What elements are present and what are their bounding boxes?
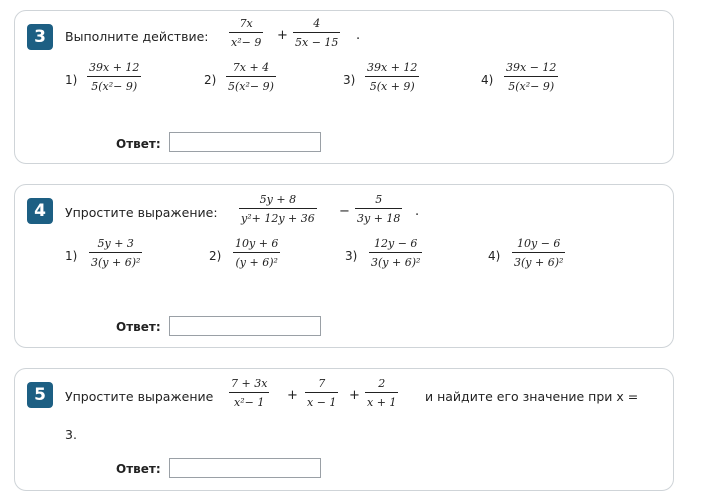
fraction-bar bbox=[87, 76, 141, 77]
option-label-2: 2) bbox=[209, 249, 222, 263]
option-4 bbox=[512, 237, 565, 269]
option-label-2: 2) bbox=[204, 73, 217, 87]
option-4 bbox=[504, 61, 558, 93]
fraction-bar bbox=[233, 252, 280, 253]
task-number-badge: 5 bbox=[27, 382, 53, 408]
option-label-1: 1) bbox=[65, 249, 78, 263]
option-2 bbox=[226, 61, 276, 93]
expression-fraction-1 bbox=[229, 17, 263, 49]
option-denominator: (y + 6)² bbox=[235, 256, 278, 269]
option-label-3: 3) bbox=[343, 73, 356, 87]
operator: − bbox=[339, 204, 350, 219]
fraction-numerator: 5y + 8 bbox=[259, 193, 297, 206]
option-label-3: 3) bbox=[345, 249, 358, 263]
fraction-bar bbox=[504, 76, 558, 77]
task-number-badge: 3 bbox=[27, 24, 53, 50]
expression-fraction-1 bbox=[229, 377, 269, 409]
fraction-bar bbox=[229, 32, 263, 33]
fraction-denominator: y²+ 12y + 36 bbox=[241, 212, 315, 225]
option-numerator: 39x − 12 bbox=[506, 61, 557, 74]
task-number-badge: 4 bbox=[27, 198, 53, 224]
operator-2: + bbox=[349, 388, 360, 403]
answer-input[interactable] bbox=[169, 316, 321, 336]
fraction-denominator: x − 1 bbox=[307, 396, 337, 409]
option-numerator: 5y + 3 bbox=[97, 237, 134, 250]
fraction-bar bbox=[512, 252, 565, 253]
task-value: 3. bbox=[65, 427, 77, 442]
fraction-numerator: 7 bbox=[318, 377, 326, 390]
expression-fraction-2 bbox=[293, 17, 340, 49]
option-numerator: 10y + 6 bbox=[235, 237, 279, 250]
option-numerator: 12y − 6 bbox=[374, 237, 418, 250]
option-denominator: 3(y + 6)² bbox=[91, 256, 141, 269]
answer-input[interactable] bbox=[169, 132, 321, 152]
fraction-numerator: 4 bbox=[313, 17, 321, 30]
operator: + bbox=[277, 28, 288, 43]
option-denominator: 5(x²− 9) bbox=[228, 80, 274, 93]
fraction-bar bbox=[226, 76, 276, 77]
fraction-bar bbox=[355, 208, 402, 209]
answer-input[interactable] bbox=[169, 458, 321, 478]
option-numerator: 10y − 6 bbox=[517, 237, 561, 250]
answer-label: Ответ: bbox=[116, 137, 161, 151]
fraction-bar bbox=[305, 392, 338, 393]
option-3 bbox=[369, 237, 422, 269]
fraction-denominator: x²− 1 bbox=[234, 396, 265, 409]
option-denominator: 5(x²− 9) bbox=[91, 80, 138, 93]
option-1 bbox=[87, 61, 141, 93]
task-prompt: Упростите выражение bbox=[65, 389, 214, 404]
option-label-4: 4) bbox=[481, 73, 494, 87]
fraction-bar bbox=[369, 252, 422, 253]
answer-label: Ответ: bbox=[116, 320, 161, 334]
option-label-1: 1) bbox=[65, 73, 78, 87]
option-1 bbox=[89, 237, 142, 269]
fraction-numerator: 7 + 3x bbox=[231, 377, 268, 390]
expression-end: . bbox=[415, 204, 420, 219]
fraction-denominator: x²− 9 bbox=[231, 36, 262, 49]
option-numerator: 39x + 12 bbox=[89, 61, 140, 74]
option-denominator: 3(y + 6)² bbox=[514, 256, 564, 269]
option-denominator: 5(x + 9) bbox=[369, 80, 415, 93]
option-numerator: 7x + 4 bbox=[232, 61, 270, 74]
task-prompt: Упростите выражение: bbox=[65, 205, 218, 220]
fraction-bar bbox=[229, 392, 269, 393]
fraction-numerator: 7x bbox=[239, 17, 253, 30]
task-prompt: Выполните действие: bbox=[65, 29, 209, 44]
fraction-denominator: x + 1 bbox=[367, 396, 397, 409]
fraction-bar bbox=[365, 392, 398, 393]
fraction-bar bbox=[365, 76, 419, 77]
operator-1: + bbox=[287, 388, 298, 403]
expression-fraction-1 bbox=[239, 193, 317, 225]
expression-fraction-3 bbox=[365, 377, 398, 409]
option-numerator: 39x + 12 bbox=[367, 61, 418, 74]
task-card-3 bbox=[14, 10, 674, 164]
answer-label: Ответ: bbox=[116, 462, 161, 476]
expression-fraction-2 bbox=[355, 193, 402, 225]
fraction-bar bbox=[89, 252, 142, 253]
expression-end: . bbox=[356, 28, 361, 43]
fraction-denominator: 3y + 18 bbox=[357, 212, 401, 225]
task-card-5 bbox=[14, 368, 674, 491]
fraction-bar bbox=[293, 32, 340, 33]
task-tail-text: и найдите его значение при x = bbox=[425, 389, 639, 404]
option-denominator: 5(x²− 9) bbox=[508, 80, 555, 93]
option-label-4: 4) bbox=[488, 249, 501, 263]
option-2 bbox=[233, 237, 280, 269]
task-card-4 bbox=[14, 184, 674, 348]
expression-fraction-2 bbox=[305, 377, 338, 409]
fraction-numerator: 2 bbox=[378, 377, 386, 390]
option-denominator: 3(y + 6)² bbox=[371, 256, 421, 269]
fraction-numerator: 5 bbox=[375, 193, 383, 206]
fraction-bar bbox=[239, 208, 317, 209]
option-3 bbox=[365, 61, 419, 93]
fraction-denominator: 5x − 15 bbox=[295, 36, 339, 49]
